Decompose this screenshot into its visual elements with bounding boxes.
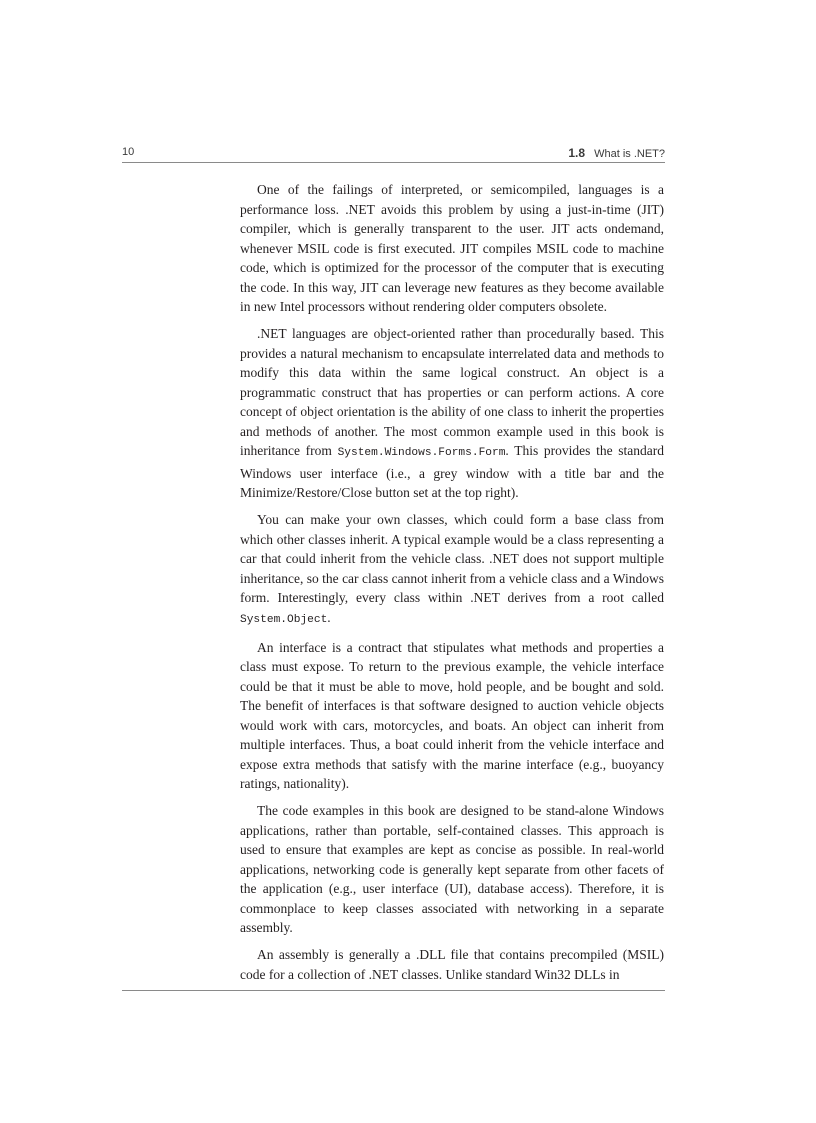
- section-title: What is .NET?: [594, 148, 665, 160]
- paragraph-classes: [240, 510, 664, 630]
- running-head: [122, 143, 665, 161]
- header-divider: [122, 162, 665, 163]
- section-number: 1.8: [568, 146, 586, 160]
- paragraph-text: . This provides the standard Windows user interface (i.e., a grey window with a title bar and the Minimize/Restore/Close button set at the top right).: [240, 443, 664, 500]
- page-number: 10: [122, 146, 135, 158]
- paragraph-text: You can make your own classes, which could form a base class from which other classes inherit. A typical example would be a class representing a car that could inherit from the vehicle class. .NET does not support multiple inheritance, so the car class cannot inherit from a vehicle class and a Windows form. Interestingly, every class within .NET derives from a root called: [240, 512, 664, 605]
- paragraph-code-examples: The code examples in this book are designed to be stand-alone Windows applications, rather than portable, self-contained classes. This approach is used to ensure that examples are kept as concise as possible. In real-world applications, networking code is generally kept separate from other facets of the application (e.g., user interface (UI), database access). Therefore, it is commonplace to keep classes associated with networking in a separate assembly.: [240, 803, 664, 935]
- paragraph-object-oriented: [240, 324, 664, 503]
- footer-divider: [122, 990, 665, 991]
- body-text: [240, 180, 664, 992]
- paragraph-text: .NET languages are object-oriented rather than procedurally based. This provides a natural mechanism to encapsulate interrelated data and methods to modify this data within the same logical construct. An object is a programmatic construct that has properties or can perform actions. A core concept of object orientation is the ability of one class to inherit the properties and methods of another. The most common example used in this book is inheritance from: [240, 326, 664, 458]
- paragraph-assembly: An assembly is generally a .DLL file that contains precompiled (MSIL) code for a collection of .NET classes. Unlike standard Win32 DLLs in: [240, 947, 664, 982]
- code-system-object: System.Object: [240, 613, 328, 626]
- paragraph-text: .: [327, 609, 331, 625]
- paragraph-interfaces: An interface is a contract that stipulates what methods and properties a class must expose. To return to the previous example, the vehicle interface could be that it must be able to move, hold people, and be bought and sold. The benefit of interfaces is that software designed to auction vehicle objects would work with cars, motorcycles, and boats. An object can inherit from multiple interfaces. Thus, a boat could inherit from the vehicle interface and expose extra methods that satisfy with the marine interface (e.g., buoyancy ratings, nationality).: [240, 639, 664, 791]
- code-system-windows-forms-form: System.Windows.Forms.Form: [337, 447, 506, 459]
- section-heading: [568, 146, 665, 160]
- paragraph-jit: One of the failings of interpreted, or semicompiled, languages is a performance loss. .NET avoids this problem by using a just-in-time (JIT) compiler, which is generally transparent to the user. JIT acts ondemand, whenever MSIL code is first executed. JIT compiles MSIL code to machine code, which is optimized for the processor of the computer that is executing the code. In this way, JIT can leverage new features as they become available in new Intel processors without rendering older computers obsolete.: [240, 182, 664, 314]
